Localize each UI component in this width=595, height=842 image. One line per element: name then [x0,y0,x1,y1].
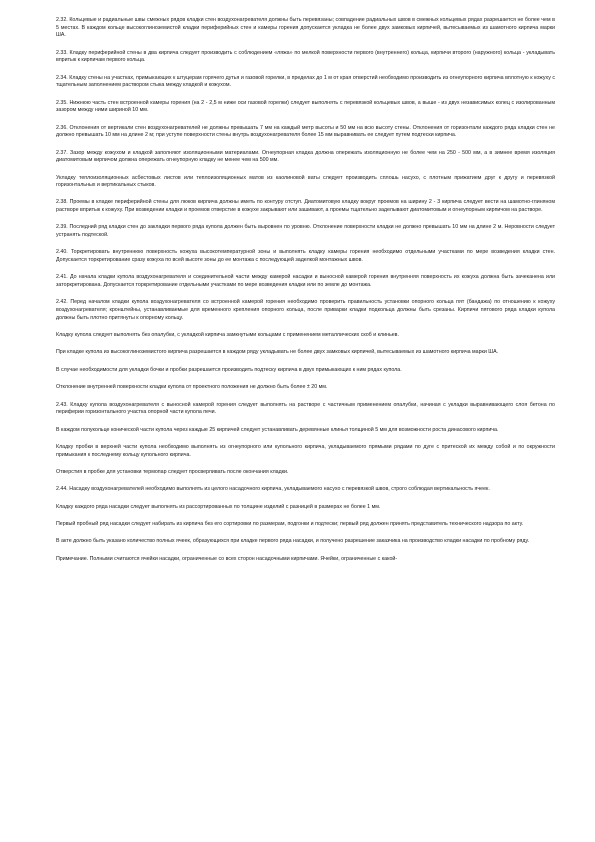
paragraph: 2.40. Торкретировать внутреннюю поверхность кожуха высокотемпературной зоны и выполнять кладку камеры горения необходимо отдельными участками по мере возведения кладки стен. Допускается торкретирование сразу кожуха по всей высоте зоны до ее монтажа с последующей заделкой монтажных швов. [56,249,555,264]
paragraph: 2.32. Кольцевые и радиальные швы смежных рядов кладки стен воздухонагревателя должны быть перевязаны; совпадение радиальных швов в смежных кольцевых рядах разрешается не более чем в 5 местах. В каждом кольце высокоглиноземистой кладки периферийных стен и камеры горения допускается укладка не более двух замковых кирпичей, вытесываемых из шамотного кирпича марки ША. [56,17,555,39]
paragraph: В случае необходимости для укладки бочки и пробки разрешается производить подтеску кирпича в двух примыкающих к ним рядах купола. [56,366,402,373]
paragraph: Укладку теплоизоляционных асбестовых листов или теплоизоляционных матов из каолиновой ваты следует производить сплошь насухо, с плотным прижатием друг к другу и перевязкой горизонтальных и вертикальных стыков. [56,174,555,189]
paragraph: 2.43. Кладку купола воздухонагревателя с выносной камерой горения следует выполнять на растворе с частичным применением опалубки, начиная с укладки выравнивающего слоя бетона по периферии горизонтального участка опорной части купола печи. [56,401,555,416]
paragraph: При кладке купола из высокоглиноземистого кирпича разрешается в каждом ряду укладывать не более двух замковых кирпичей, вытесываемых из шамотного кирпича марки ША. [56,349,499,356]
paragraph: 2.38. Проемы в кладке периферийной стены для люков кирпича должны иметь по контуру отступ. Диатомитовую кладку вокруг проемов на ширину 2 - 3 кирпича следует вести на шамотно-глиняном растворе впритык к кожуху. При возведении кладки и проемов отверстие в кожухе закрывают или зашивают, а проемы тщательно заделывают диатомитовым и огнеупорным кирпичом на растворе. [56,199,555,214]
paragraph: В каждом полукольце конической части купола через каждые 25 кирпичей следует устанавливать деревянные клинья толщиной 5 мм для возможности роста динасового кирпича. [56,426,499,433]
paragraph: 2.44. Насадку воздухонагревателей необходимо выполнять из целого насадочного кирпича, укладываемого насухо с перевязкой швов, строго соблюдая вертикальность ячеек. [56,486,490,493]
paragraph: Кладку каждого ряда насадки следует выполнять из рассортированных по толщине изделий с разницей в размерах не более 1 мм. [56,503,381,510]
paragraph: 2.33. Кладку периферийной стены в два кирпича следует производить с соблюдением «ляжа» по мелкой поверхности первого (внутреннего) кольца, кирпичи второго (наружного) кольца - укладывать впритык к кирпичам первого кольца. [56,49,555,64]
paragraph: 2.36. Отклонения от вертикали стен воздухонагревателей не должны превышать 7 мм на каждый метр высоты и 50 мм на всю высоту стены. Отклонения от горизонтали каждого ряда кладки стен не должно превышать 10 мм на длине 2 м; при уступе поверхности стены внутрь воздухонагревателя более 15 мм выравнивать ее следует путем подтески кирпича. [56,124,555,139]
paragraph: 2.37. Зазор между кожухом и кладкой заполняют изоляционными материалами. Огнеупорная кладка должна опережать изоляционную не более чем на 250 - 500 мм, а в зимнее время изоляция диатомитовым кирпичом должна опережать огнеупорную кладку не менее чем на 500 мм. [56,149,555,164]
paragraph: 2.35. Нижнюю часть стен встроенной камеры горения (на 2 - 2,5 м ниже оси газовой горелки) следует выполнять с перевязкой кольцевых швов, а выше - из двух независимых колец с изолированным зазором между ними шириной 10 мм. [56,99,555,114]
paragraph: 2.42. Перед началом кладки купола воздухонагревателя со встроенной камерой горения необходимо проверить правильность установки опорного кольца пят (бандажа) по отношению к кожуху воздухонагревателя; кронштейны, устанавливаемые для временного крепления опорного кольца, после приварки кладки подкольца должны быть срезаны. Кирпичи пятового ряда кладки купола должны быть плотно притянуты к опорному кольцу. [56,299,555,321]
paragraph: Отклонение внутренней поверхности кладки купола от проектного положения не должно быть более ± 20 мм. [56,384,328,391]
paragraph: Первый пробный ряд насадки следует набирать из кирпича без его сортировки по размерам, подгонки и подтески; первый ряд должен принять представитель технического надзора по акту. [56,521,524,528]
paragraph: 2.34. Кладку стены на участках, примыкающих к штуцерам горячего дутья и газовой горелки, в пределах до 1 м от края отверстий необходимо производить из огнеупорного кирпича вплотную к кожуху с тщательным заполнением раствором стыка между кладкой и кожухом. [56,74,555,89]
paragraph: Кладку купола следует выполнять без опалубки, с укладкой кирпича замкнутыми кольцами с применением металлических скоб и клиньев. [56,332,399,338]
paragraph: 2.39. Последний ряд кладки стен до закладки первого ряда купола должен быть выровнен по уровню. Отклонение поверхности кладки не должно превышать 10 мм на длине 2 м. Неровности следует устранять подтеской. [56,224,555,239]
paragraph: Примечание. Полными считаются ячейки насадки, ограниченные со всех сторон насадочными кирпичами. Ячейки, ограниченные с какой- [56,555,398,562]
paragraph: Отверстия в пробке для установки термопар следует просверливать после окончания кладки. [56,468,289,475]
paragraph: 2.41. До начала кладки купола воздухонагревателя и соединительной части между камерой насадки и выносной камерой горения внутренняя поверхность их кожуха должна быть зачеканена или заторкретирована. Допускается торкретирование отдельными участками по мере возведения кладки или по земле до монтажа. [56,274,555,289]
paragraph: В акте должно быть указано количество полных ячеек, образующихся при кладке первого ряда насадки, и получено разрешение заказчика на производство кладки насадки по пробному ряду. [56,538,530,545]
paragraph: Кладку пробки в верхней части купола необходимо выполнять из огнеупорного или купольного кирпича, укладываемого прямыми рядами по дуге с притеской их между собой и по окружности примыкания к последнему кольцу купольного кирпича. [56,443,555,458]
